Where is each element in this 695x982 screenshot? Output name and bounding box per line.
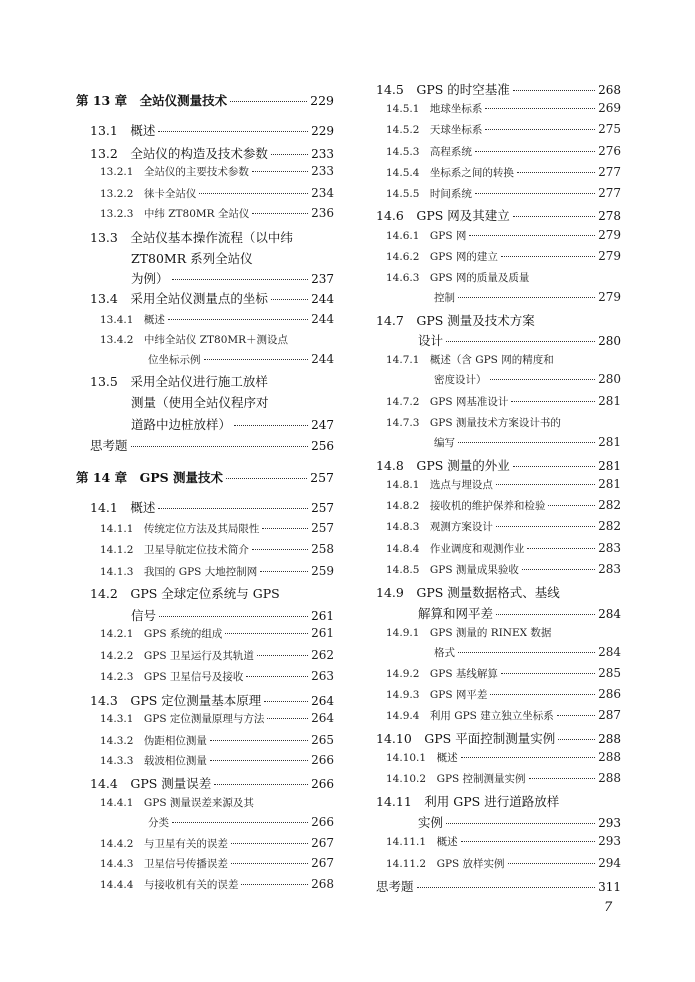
- left-toc-entry: [76, 144, 334, 162]
- right-toc-entry: [376, 792, 621, 810]
- toc-entry-page: 283: [598, 562, 621, 576]
- toc-entry-title: 控制: [434, 292, 455, 304]
- left-toc-entry: [76, 91, 334, 109]
- toc-entry-title: 13.3 全站仪基本操作流程（以中纬: [90, 230, 293, 245]
- toc-dot-leader: [469, 235, 595, 236]
- right-toc-entry: [376, 415, 621, 430]
- toc-dot-leader: [548, 505, 595, 506]
- toc-entry-title: 13.2.1 全站仪的主要技术参数: [100, 166, 249, 178]
- right-toc-entry: [376, 877, 621, 895]
- toc-entry-title: 思考题: [376, 879, 414, 894]
- toc-entry-title: 14.5 GPS 的时空基准: [376, 82, 510, 97]
- toc-entry-title: 实例: [418, 815, 444, 830]
- left-toc-entry: [76, 312, 334, 327]
- right-toc-entry: [376, 813, 621, 831]
- toc-entry-page: 287: [598, 708, 621, 722]
- toc-entry-title: 14.8.4 作业调度和观测作业: [386, 543, 525, 555]
- toc-entry-title: 信号: [131, 608, 157, 623]
- toc-dot-leader: [496, 614, 595, 615]
- toc-entry-page: 258: [311, 542, 334, 556]
- toc-dot-leader: [168, 319, 308, 320]
- toc-entry-page: 279: [598, 249, 621, 263]
- left-toc-entry: [76, 121, 334, 139]
- toc-dot-leader: [517, 172, 595, 173]
- left-toc-entry: [76, 352, 334, 367]
- toc-entry-page: 277: [598, 165, 621, 179]
- toc-entry-title: 14.6.2 GPS 网的建立: [386, 251, 498, 263]
- toc-dot-leader: [241, 884, 308, 885]
- toc-entry-page: 266: [311, 777, 334, 791]
- toc-entry-title: 第 13 章 全站仪测量技术: [76, 93, 228, 108]
- toc-entry-title: 14.4.2 与卫星有关的误差: [100, 838, 228, 850]
- left-toc-entry: [76, 468, 334, 486]
- right-toc-entry: [376, 311, 621, 329]
- toc-entry-page: 279: [598, 290, 621, 304]
- right-toc-entry: [376, 80, 621, 98]
- toc-entry-title: 14.4.3 卫星信号传播误差: [100, 858, 228, 870]
- toc-entry-page: 234: [311, 186, 334, 200]
- left-toc-entry: [76, 542, 334, 557]
- toc-entry-page: 293: [598, 816, 621, 830]
- toc-entry-page: 293: [598, 834, 621, 848]
- toc-entry-title: 13.4.1 概述: [100, 314, 165, 326]
- toc-entry-page: 229: [310, 93, 334, 108]
- toc-entry-title: 14.10.2 GPS 控制测量实例: [386, 773, 526, 785]
- left-toc-entry: [76, 372, 334, 390]
- right-toc-entry: [376, 834, 621, 849]
- toc-entry-page: 268: [311, 877, 334, 891]
- right-toc-entry: [376, 186, 621, 201]
- left-toc-entry: [76, 289, 334, 307]
- toc-dot-leader: [446, 823, 595, 824]
- toc-dot-leader: [522, 569, 595, 570]
- toc-entry-page: 281: [598, 477, 621, 491]
- toc-entry-page: 244: [311, 312, 334, 326]
- right-toc-entry: [376, 331, 621, 349]
- toc-entry-title: 14.8.3 观测方案设计: [386, 521, 493, 533]
- toc-entry-page: 281: [598, 435, 621, 449]
- toc-entry-title: 14.5.1 地球坐标系: [386, 103, 483, 115]
- toc-dot-leader: [271, 299, 308, 300]
- toc-entry-title: 14.1 概述: [90, 500, 156, 515]
- left-toc-entry: [76, 815, 334, 830]
- toc-entry-page: 294: [598, 856, 621, 870]
- toc-dot-leader: [210, 740, 308, 741]
- left-toc-entry: [76, 584, 334, 602]
- toc-entry-title: 位坐标示例: [148, 354, 201, 366]
- toc-entry-title: 14.9.3 GPS 网平差: [386, 689, 488, 701]
- toc-entry-title: 14.3 GPS 定位测量基本原理: [90, 693, 262, 708]
- toc-entry-title: 13.4.2 中纬全站仪 ZT80MR＋测设点: [100, 334, 289, 346]
- toc-dot-leader: [172, 279, 309, 280]
- left-toc-entry: [76, 836, 334, 851]
- toc-entry-title: 14.9.4 利用 GPS 建立独立坐标系: [386, 710, 554, 722]
- left-toc-entry: [76, 606, 334, 624]
- left-toc-entry: [76, 856, 334, 871]
- left-toc-entry: [76, 269, 334, 287]
- right-toc-entry: [376, 625, 621, 640]
- toc-entry-title: 14.11.2 GPS 放样实例: [386, 858, 505, 870]
- toc-dot-leader: [475, 193, 595, 194]
- toc-entry-page: 288: [598, 732, 621, 746]
- toc-dot-leader: [501, 673, 595, 674]
- toc-entry-title: 14.8.2 接收机的维护保养和检验: [386, 500, 546, 512]
- toc-entry-page: 263: [311, 669, 334, 683]
- toc-dot-leader: [501, 256, 595, 257]
- toc-dot-leader: [260, 571, 308, 572]
- toc-entry-title: 14.5.3 高程系统: [386, 146, 472, 158]
- toc-entry-page: 261: [311, 609, 334, 623]
- toc-dot-leader: [252, 213, 308, 214]
- toc-entry-title: 14.10 GPS 平面控制测量实例: [376, 731, 556, 746]
- toc-entry-title: 14.6.1 GPS 网: [386, 230, 467, 242]
- toc-dot-leader: [158, 508, 308, 509]
- toc-dot-leader: [210, 760, 308, 761]
- toc-dot-leader: [172, 822, 308, 823]
- left-toc-entry: [76, 186, 334, 201]
- toc-entry-page: 267: [311, 836, 334, 850]
- toc-entry-page: 284: [598, 607, 621, 621]
- toc-entry-title: 13.5 采用全站仪进行施工放样: [90, 374, 268, 389]
- right-toc-entry: [376, 228, 621, 243]
- right-toc-entry: [376, 750, 621, 765]
- toc-entry-page: 261: [311, 626, 334, 640]
- toc-entry-page: 257: [311, 501, 334, 515]
- toc-entry-page: 244: [311, 292, 334, 306]
- right-toc-entry: [376, 498, 621, 513]
- toc-entry-title: 思考题: [90, 438, 128, 453]
- toc-entry-title: 为例）: [131, 271, 169, 286]
- toc-entry-title: 14.2.1 GPS 系统的组成: [100, 628, 223, 640]
- toc-entry-page: 257: [311, 521, 334, 535]
- toc-dot-leader: [257, 655, 308, 656]
- toc-entry-page: 229: [311, 124, 334, 138]
- toc-entry-title: 密度设计）: [434, 374, 487, 386]
- toc-dot-leader: [461, 841, 596, 842]
- toc-entry-page: 269: [598, 101, 621, 115]
- toc-entry-title: 14.11.1 概述: [386, 836, 458, 848]
- toc-entry-title: 14.2.3 GPS 卫星信号及接收: [100, 671, 244, 683]
- toc-dot-leader: [231, 843, 308, 844]
- right-toc-entry: [376, 541, 621, 556]
- toc-dot-leader: [264, 701, 308, 702]
- toc-entry-title: 编写: [434, 437, 455, 449]
- toc-entry-title: 设计: [418, 333, 444, 348]
- toc-dot-leader: [490, 379, 596, 380]
- toc-entry-title: 14.2 GPS 全球定位系统与 GPS: [90, 586, 280, 601]
- right-toc-entry: [376, 122, 621, 137]
- toc-entry-page: 233: [311, 147, 334, 161]
- toc-dot-leader: [158, 131, 308, 132]
- toc-dot-leader: [267, 718, 308, 719]
- toc-entry-page: 266: [311, 753, 334, 767]
- right-toc-entry: [376, 249, 621, 264]
- toc-entry-page: 282: [598, 519, 621, 533]
- toc-entry-title: 14.8 GPS 测量的外业: [376, 458, 510, 473]
- left-toc-entry: [76, 691, 334, 709]
- toc-dot-leader: [159, 616, 308, 617]
- right-toc-entry: [376, 687, 621, 702]
- toc-dot-leader: [513, 466, 595, 467]
- toc-dot-leader: [226, 478, 307, 479]
- toc-entry-page: 284: [598, 645, 621, 659]
- toc-entry-title: 13.4 采用全站仪测量点的坐标: [90, 291, 268, 306]
- toc-entry-page: 280: [598, 334, 621, 348]
- toc-dot-leader: [529, 778, 596, 779]
- right-toc-entry: [376, 270, 621, 285]
- toc-entry-title: 14.5.5 时间系统: [386, 188, 472, 200]
- page-number: 7: [604, 900, 613, 915]
- left-toc-entry: [76, 521, 334, 536]
- right-toc-entry: [376, 666, 621, 681]
- toc-entry-title: 13.1 概述: [90, 123, 156, 138]
- right-toc-entry: [376, 206, 621, 224]
- toc-entry-page: 281: [598, 394, 621, 408]
- left-toc-entry: [76, 669, 334, 684]
- toc-entry-page: 265: [311, 733, 334, 747]
- toc-entry-title: 13.2 全站仪的构造及技术参数: [90, 146, 268, 161]
- toc-dot-leader: [231, 863, 308, 864]
- right-toc-entry: [376, 144, 621, 159]
- right-toc-entry: [376, 290, 621, 305]
- left-toc-entry: [76, 393, 334, 411]
- toc-entry-page: 257: [310, 470, 334, 485]
- toc-entry-page: 277: [598, 186, 621, 200]
- left-toc-entry: [76, 626, 334, 641]
- left-toc-entry: [76, 228, 334, 246]
- toc-entry-page: 288: [598, 771, 621, 785]
- toc-entry-title: 14.3.1 GPS 定位测量原理与方法: [100, 713, 265, 725]
- right-toc-entry: [376, 435, 621, 450]
- left-toc-entry: [76, 774, 334, 792]
- right-toc-entry: [376, 645, 621, 660]
- toc-dot-leader: [527, 548, 595, 549]
- toc-entry-page: 281: [598, 459, 621, 473]
- left-toc-entry: [76, 564, 334, 579]
- toc-entry-page: 268: [598, 83, 621, 97]
- left-toc-entry: [76, 498, 334, 516]
- toc-dot-leader: [458, 297, 595, 298]
- left-toc-entry: [76, 733, 334, 748]
- toc-entry-title: 14.9.1 GPS 测量的 RINEX 数据: [386, 627, 552, 639]
- right-toc-entry: [376, 101, 621, 116]
- toc-entry-title: 解算和网平差: [418, 606, 494, 621]
- toc-entry-page: 247: [311, 418, 334, 432]
- toc-entry-title: 14.9.2 GPS 基线解算: [386, 668, 498, 680]
- toc-entry-page: 244: [311, 352, 334, 366]
- right-toc-entry: [376, 562, 621, 577]
- toc-entry-page: 264: [311, 711, 334, 725]
- toc-dot-leader: [490, 694, 595, 695]
- toc-entry-title: 14.1.2 卫星导航定位技术简介: [100, 544, 249, 556]
- toc-entry-title: 分类: [148, 817, 169, 829]
- toc-dot-leader: [496, 484, 595, 485]
- toc-entry-page: 279: [598, 228, 621, 242]
- right-toc-entry: [376, 583, 621, 601]
- right-toc-entry: [376, 771, 621, 786]
- left-toc-entry: [76, 877, 334, 892]
- toc-entry-page: 282: [598, 498, 621, 512]
- right-toc-entry: [376, 394, 621, 409]
- right-toc-entry: [376, 856, 621, 871]
- toc-entry-title: 14.5.2 天球坐标系: [386, 124, 483, 136]
- toc-entry-page: 237: [311, 272, 334, 286]
- toc-dot-leader: [485, 129, 595, 130]
- toc-dot-leader: [511, 401, 595, 402]
- toc-entry-page: 267: [311, 856, 334, 870]
- toc-dot-leader: [204, 359, 309, 360]
- toc-dot-leader: [446, 341, 595, 342]
- left-toc-entry: [76, 332, 334, 347]
- toc-entry-page: 286: [598, 687, 621, 701]
- toc-entry-title: 14.7 GPS 测量及技术方案: [376, 313, 535, 328]
- toc-dot-leader: [513, 90, 595, 91]
- toc-entry-title: 14.6.3 GPS 网的质量及质量: [386, 272, 530, 284]
- left-toc-entry: [76, 753, 334, 768]
- toc-entry-title: 14.1.3 我国的 GPS 大地控制网: [100, 566, 258, 578]
- right-toc-entry: [376, 708, 621, 723]
- toc-entry-title: 14.7.1 概述（含 GPS 网的精度和: [386, 354, 554, 366]
- left-toc-entry: [76, 249, 334, 267]
- toc-dot-leader: [458, 652, 595, 653]
- toc-entry-title: 第 14 章 GPS 测量技术: [76, 470, 224, 485]
- right-toc-entry: [376, 604, 621, 622]
- toc-entry-page: 259: [311, 564, 334, 578]
- toc-entry-title: 测量（使用全站仪程序对: [131, 395, 269, 410]
- toc-dot-leader: [485, 108, 595, 109]
- left-toc-entry: [76, 648, 334, 663]
- right-toc-entry: [376, 519, 621, 534]
- toc-dot-leader: [234, 425, 308, 426]
- right-toc-entry: [376, 477, 621, 492]
- toc-entry-page: 233: [311, 164, 334, 178]
- toc-entry-title: 14.8.5 GPS 测量成果验收: [386, 564, 519, 576]
- toc-entry-title: 14.8.1 选点与埋设点: [386, 479, 493, 491]
- left-toc-entry: [76, 795, 334, 810]
- toc-dot-leader: [225, 633, 308, 634]
- left-toc-entry: [76, 206, 334, 221]
- toc-entry-page: 311: [598, 880, 621, 894]
- toc-dot-leader: [252, 549, 308, 550]
- toc-entry-title: 14.2.2 GPS 卫星运行及其轨道: [100, 650, 254, 662]
- toc-dot-leader: [199, 193, 308, 194]
- toc-entry-title: 14.5.4 坐标系之间的转换: [386, 167, 514, 179]
- right-toc-entry: [376, 372, 621, 387]
- toc-dot-leader: [246, 676, 308, 677]
- toc-dot-leader: [271, 154, 308, 155]
- toc-entry-title: 14.11 利用 GPS 进行道路放样: [376, 794, 560, 809]
- toc-entry-page: 276: [598, 144, 621, 158]
- toc-entry-title: 格式: [434, 647, 455, 659]
- left-toc-entry: [76, 436, 334, 454]
- left-toc-entry: [76, 164, 334, 179]
- toc-dot-leader: [508, 863, 596, 864]
- toc-entry-title: 14.4.1 GPS 测量误差来源及其: [100, 797, 254, 809]
- toc-entry-title: 14.10.1 概述: [386, 752, 458, 764]
- toc-entry-title: 14.4.4 与接收机有关的误差: [100, 879, 239, 891]
- toc-entry-page: 275: [598, 122, 621, 136]
- toc-dot-leader: [417, 887, 596, 888]
- toc-entry-title: 13.2.3 中纬 ZT80MR 全站仪: [100, 208, 250, 220]
- toc-entry-title: 14.7.2 GPS 网基准设计: [386, 396, 509, 408]
- toc-dot-leader: [557, 715, 595, 716]
- toc-entry-page: 266: [311, 815, 334, 829]
- left-toc-entry: [76, 415, 334, 433]
- toc-dot-leader: [252, 171, 308, 172]
- toc-entry-page: 256: [311, 439, 334, 453]
- toc-entry-page: 285: [598, 666, 621, 680]
- toc-dot-leader: [475, 151, 595, 152]
- toc-dot-leader: [214, 784, 308, 785]
- toc-entry-page: 236: [311, 206, 334, 220]
- toc-entry-page: 262: [311, 648, 334, 662]
- toc-entry-page: 278: [598, 209, 621, 223]
- toc-entry-page: 283: [598, 541, 621, 555]
- toc-dot-leader: [230, 101, 307, 102]
- toc-entry-title: 14.3.3 载波相位测量: [100, 755, 207, 767]
- toc-entry-title: ZT80MR 系列全站仪: [131, 251, 253, 266]
- toc-entry-title: 14.4 GPS 测量误差: [90, 776, 212, 791]
- toc-dot-leader: [458, 442, 595, 443]
- toc-entry-title: 14.3.2 伪距相位测量: [100, 735, 207, 747]
- toc-dot-leader: [131, 446, 309, 447]
- toc-entry-title: 14.6 GPS 网及其建立: [376, 208, 510, 223]
- toc-dot-leader: [513, 216, 595, 217]
- toc-dot-leader: [496, 526, 595, 527]
- toc-entry-title: 13.2.2 徕卡全站仪: [100, 188, 197, 200]
- right-toc-entry: [376, 456, 621, 474]
- left-toc-entry: [76, 711, 334, 726]
- toc-entry-page: 288: [598, 750, 621, 764]
- toc-dot-leader: [262, 528, 308, 529]
- toc-entry-title: 道路中边桩放样）: [131, 417, 232, 432]
- right-toc-entry: [376, 165, 621, 180]
- toc-entry-title: 14.1.1 传统定位方法及其局限性: [100, 523, 260, 535]
- toc-entry-page: 264: [311, 694, 334, 708]
- right-toc-entry: [376, 352, 621, 367]
- toc-dot-leader: [461, 757, 596, 758]
- toc-entry-page: 280: [598, 372, 621, 386]
- toc-dot-leader: [558, 739, 595, 740]
- right-toc-entry: [376, 729, 621, 747]
- toc-entry-title: 14.9 GPS 测量数据格式、基线: [376, 585, 560, 600]
- toc-entry-title: 14.7.3 GPS 测量技术方案设计书的: [386, 417, 561, 429]
